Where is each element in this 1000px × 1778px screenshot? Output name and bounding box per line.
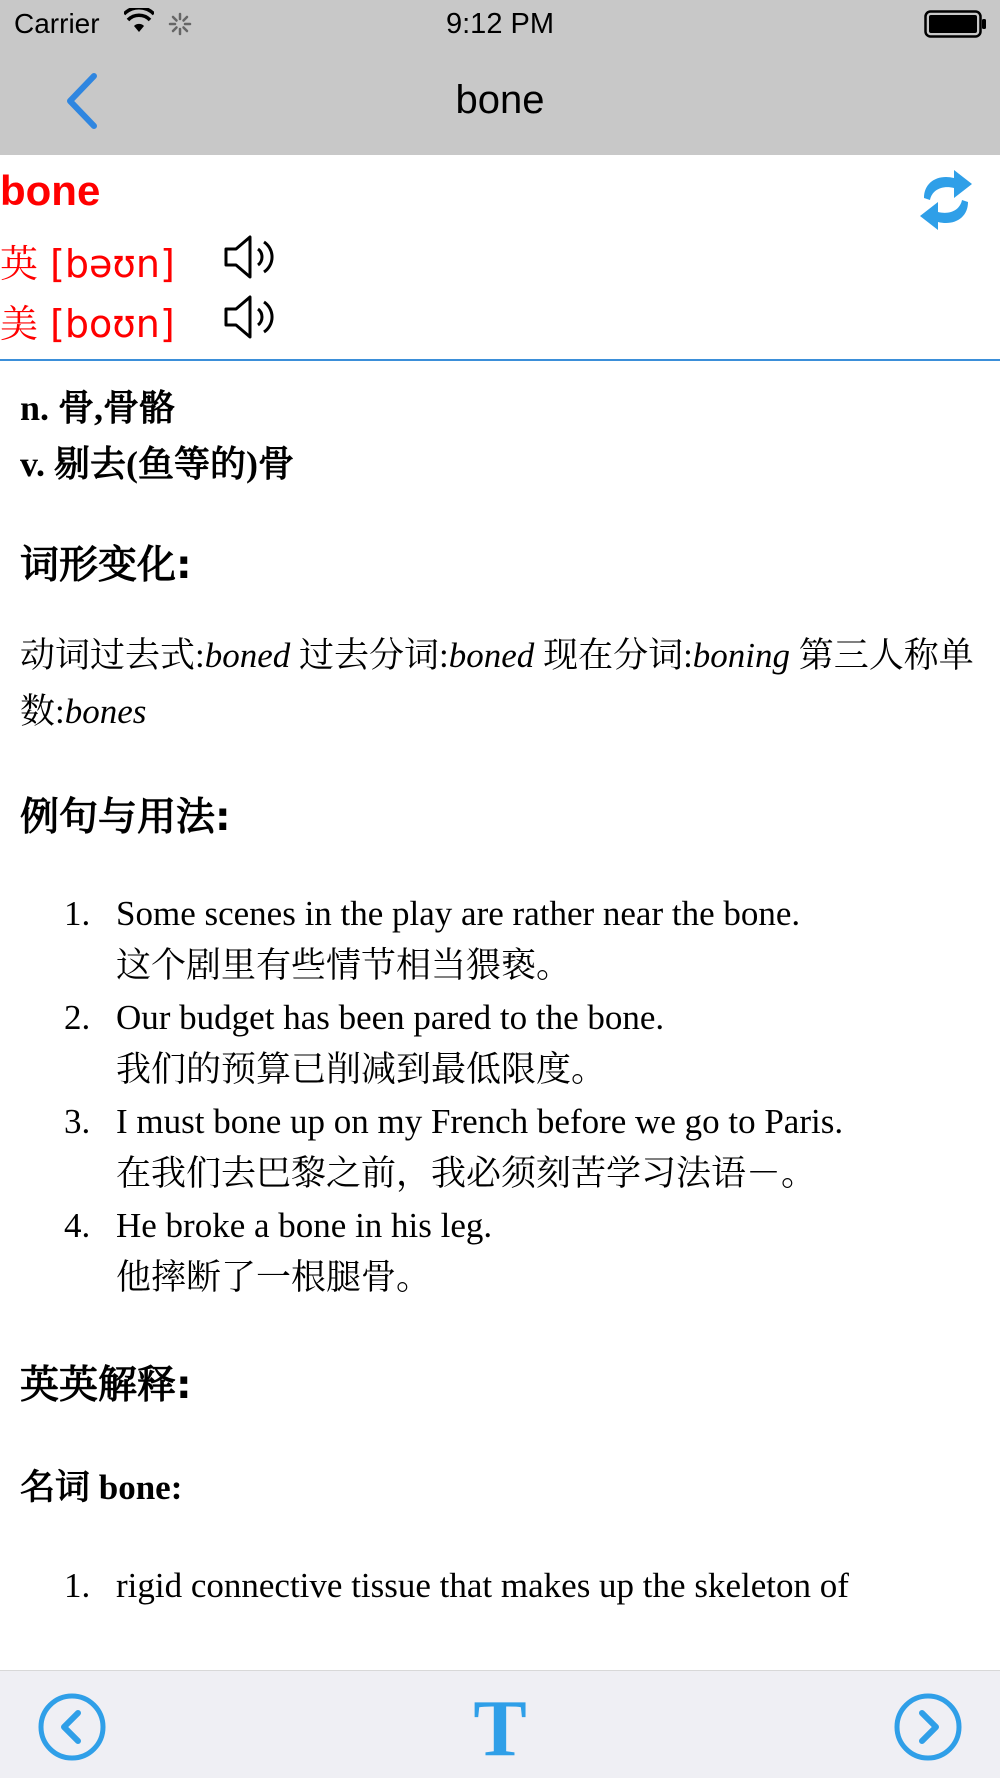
list-item <box>20 992 980 1096</box>
form-value: bones <box>64 692 147 731</box>
definition-verb: v. 剔去(鱼等的)骨 <box>20 444 294 484</box>
speaker-icon[interactable] <box>222 293 276 341</box>
noun-subheading: 名词 bone: <box>20 1468 183 1507</box>
battery-icon <box>924 10 988 38</box>
carrier-label: Carrier <box>14 8 100 39</box>
headword: bone <box>0 167 101 214</box>
example-zh: 在我们去巴黎之前，我必须刻苦学习法语－。 <box>116 1154 817 1193</box>
item-number: 1. <box>64 894 91 933</box>
example-en: Our budget has been pared to the bone. <box>116 998 665 1037</box>
list-item <box>20 888 980 992</box>
example-en: He broke a bone in his leg. <box>116 1206 493 1245</box>
nav-bar <box>0 50 1000 155</box>
form-label: 现在分词: <box>534 636 693 675</box>
svg-text:T: T <box>473 1685 527 1765</box>
english-definition-text: rigid connective tissue that makes up the skeleton of <box>116 1566 849 1605</box>
prev-circle-icon[interactable] <box>36 1691 108 1763</box>
english-definitions-list <box>20 1560 980 1612</box>
pronunciation-us: 美 [boʊn] <box>0 302 175 346</box>
clock: 9:12 PM <box>446 8 554 40</box>
pronunciation-uk: 英 [bəʊn] <box>0 242 175 286</box>
form-value: boning <box>692 636 791 675</box>
bottom-toolbar <box>0 1670 1000 1778</box>
nav-title: bone <box>455 78 545 122</box>
example-en: Some scenes in the play are rather near the bone. <box>116 894 801 933</box>
english-definitions-heading: 英英解释: <box>20 1363 192 1408</box>
status-bar <box>0 0 1000 50</box>
list-item <box>20 1096 980 1200</box>
word-forms <box>20 628 980 740</box>
form-value: boned <box>204 636 291 675</box>
examples-heading: 例句与用法: <box>20 795 231 840</box>
example-en: I must bone up on my French before we go to Paris. <box>116 1102 844 1141</box>
item-number: 4. <box>64 1206 91 1245</box>
item-number: 1. <box>64 1566 91 1605</box>
item-number: 3. <box>64 1102 91 1141</box>
font-size-icon[interactable] <box>460 1685 540 1765</box>
example-zh: 我们的预算已削减到最低限度。 <box>116 1050 607 1089</box>
form-label: 动词过去式: <box>20 636 205 675</box>
examples-list <box>20 888 980 1304</box>
example-zh: 这个剧里有些情节相当猥亵。 <box>116 946 572 985</box>
refresh-icon[interactable] <box>918 168 974 232</box>
example-zh: 他摔断了一根腿骨。 <box>116 1258 432 1297</box>
form-label: 第三人称单数: <box>20 636 974 731</box>
word-header <box>0 155 1000 361</box>
definition-content <box>20 380 980 1612</box>
form-value: boned <box>448 636 535 675</box>
top-bar <box>0 0 1000 155</box>
item-number: 2. <box>64 998 91 1037</box>
list-item <box>20 1200 980 1304</box>
form-label: 过去分词: <box>290 636 449 675</box>
list-item <box>20 1560 980 1612</box>
speaker-icon[interactable] <box>222 233 276 281</box>
next-circle-icon[interactable] <box>892 1691 964 1763</box>
forms-heading: 词形变化: <box>20 543 192 588</box>
definition-noun: n. 骨,骨骼 <box>20 388 176 428</box>
